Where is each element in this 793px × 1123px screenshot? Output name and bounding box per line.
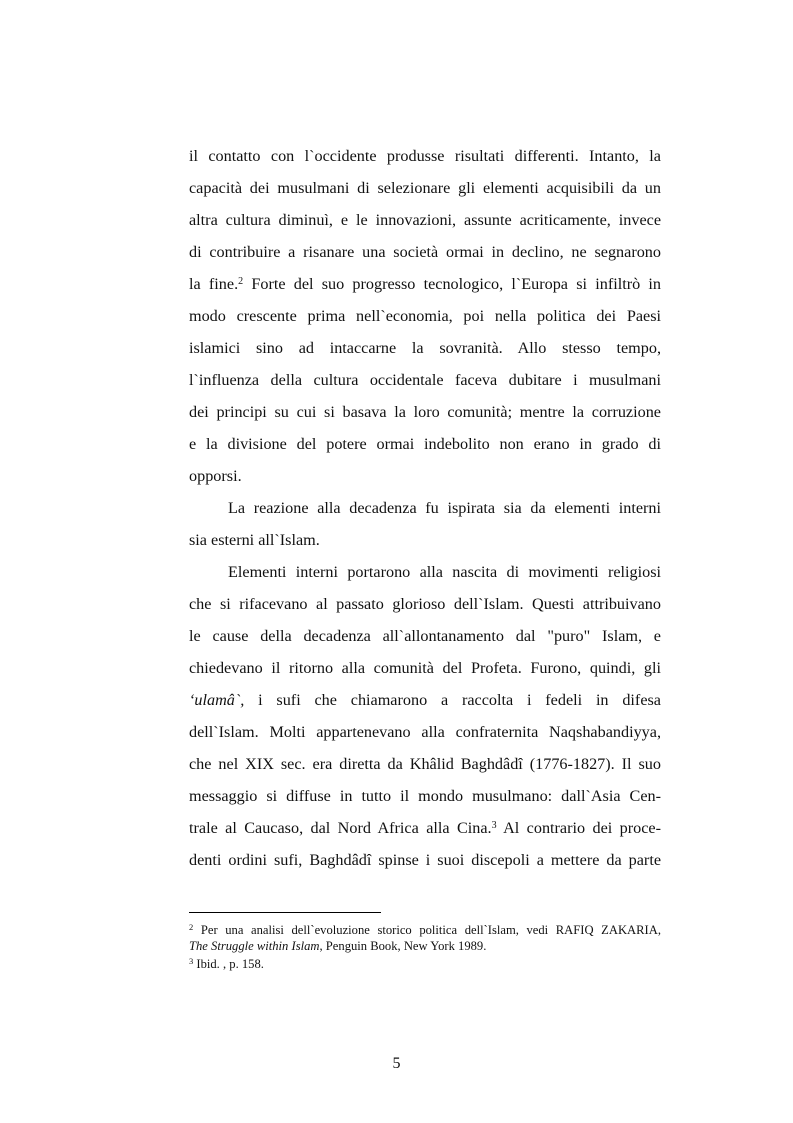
body-line-13: sia esterni all`Islam. xyxy=(189,531,320,549)
body-line-12: La reazione alla decadenza fu ispirata sia da elementi interni xyxy=(228,499,661,517)
footnote-text: , Penguin Book, New York 1989. xyxy=(319,939,487,953)
footnote-2-line-2 xyxy=(189,939,661,955)
body-line-8: l`influenza della cultura occidentale faceva dubitare i musulmani xyxy=(189,371,661,389)
body-line-4: di contribuire a risanare una società ormai in declino, ne segnarono xyxy=(189,243,661,261)
body-text: Forte del suo progresso tecnologico, l`Europa si infiltrò in xyxy=(243,275,661,293)
body-line-22 xyxy=(189,818,661,838)
body-line-19: dell`Islam. Molti appartenevano alla confraternita Naqshabandiyya, xyxy=(189,723,661,741)
page-number: 5 xyxy=(392,1055,401,1072)
body-line-1: il contatto con l`occidente produsse risultati differenti. Intanto, la xyxy=(189,147,661,165)
footnote-text: Per una analisi dell`evoluzione storico politica dell`Islam, vedi RAFIQ ZAKARIA, xyxy=(193,923,661,937)
body-line-2: capacità dei musulmani di selezionare gli elementi acquisibili da un xyxy=(189,179,661,197)
footnote-mark-3: 3 xyxy=(189,956,194,966)
body-text: i sufi che chiamarono a raccolta i fedeli in difesa xyxy=(244,691,661,709)
body-text: trale al Caucaso, dal Nord Africa alla Cina. xyxy=(189,819,492,837)
body-line-18 xyxy=(189,690,661,710)
body-line-10: e la divisione del potere ormai indebolito non erano in grado di xyxy=(189,435,661,453)
body-line-20: che nel XIX sec. era diretta da Khâlid Baghdâdî (1776-1827). Il suo xyxy=(189,755,661,773)
body-line-21: messaggio si diffuse in tutto il mondo musulmano: dall`Asia Cen- xyxy=(189,787,661,805)
footnote-2-line-1 xyxy=(189,923,661,939)
body-text: la fine. xyxy=(189,275,239,293)
body-line-11: opporsi. xyxy=(189,467,242,485)
body-line-3: altra cultura diminuì, e le innovazioni, assunte acriticamente, invece xyxy=(189,211,661,229)
body-line-6: modo crescente prima nell`economia, poi nella politica dei Paesi xyxy=(189,307,661,325)
italic-term: ‘ulamâ`, xyxy=(189,691,245,709)
body-line-17: chiedevano il ritorno alla comunità del Profeta. Furono, quindi, gli xyxy=(189,659,661,677)
body-line-14: Elementi interni portarono alla nascita di movimenti religiosi xyxy=(228,563,661,581)
footnote-text: Ibid. , p. 158. xyxy=(193,957,264,971)
body-line-16: le cause della decadenza all`allontanamento dal "puro" Islam, e xyxy=(189,627,661,645)
footnote-book-title: The Struggle within Islam xyxy=(189,939,320,953)
footnote-3 xyxy=(189,957,661,973)
body-line-15: che si rifacevano al passato glorioso dell`Islam. Questi attribuivano xyxy=(189,595,661,613)
body-text: Al contrario dei proce- xyxy=(496,819,661,837)
body-line-7: islamici sino ad intaccarne la sovranità. Allo stesso tempo, xyxy=(189,339,661,357)
footnote-ref-3: 3 xyxy=(491,820,497,831)
footnote-separator xyxy=(189,912,381,913)
footnote-ref-2: 2 xyxy=(238,276,244,287)
body-line-23: denti ordini sufi, Baghdâdî spinse i suoi discepoli a mettere da parte xyxy=(189,851,661,869)
footnote-mark-2: 2 xyxy=(189,922,194,932)
body-line-5 xyxy=(189,274,661,294)
body-line-9: dei principi su cui si basava la loro comunità; mentre la corruzione xyxy=(189,403,661,421)
